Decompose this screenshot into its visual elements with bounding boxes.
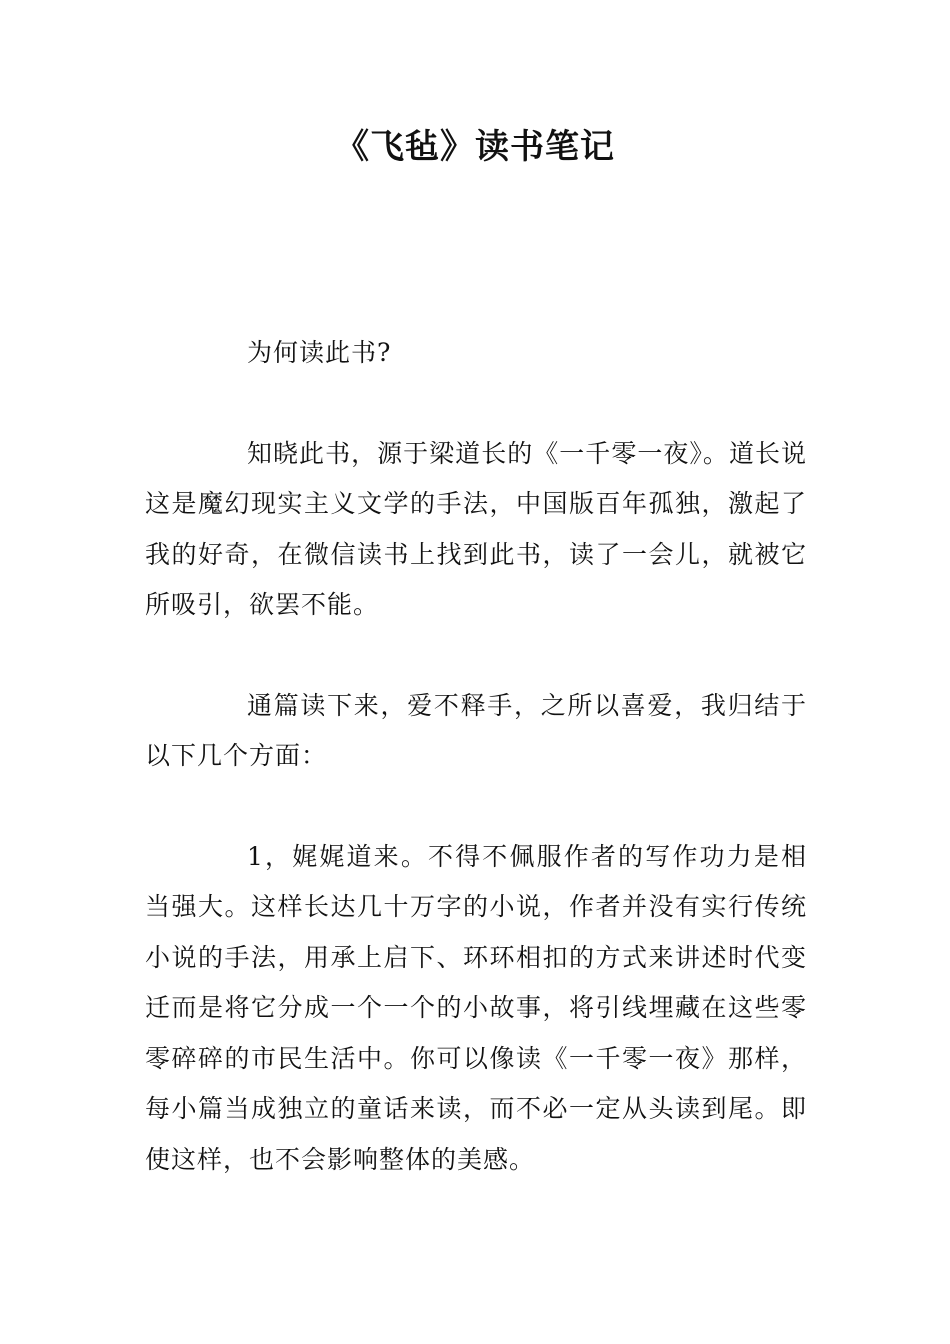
- document-title: 《飞毡》读书笔记: [335, 127, 615, 167]
- paragraph-origin: 知晓此书，源于梁道长的《一千零一夜》。道长说这是魔幻现实主义文学的手法，中国版百年孤独，激起了我的好奇，在微信读书上找到此书，读了一会儿，就被它所吸引，欲罢不能。: [145, 438, 807, 619]
- paragraph-point-1: 1，娓娓道来。不得不佩服作者的写作功力是相当强大。这样长达几十万字的小说，作者并没有实行传统小说的手法，用承上启下、环环相扣的方式来讲述时代变迁而是将它分成一个一个的小故事，将引线埋藏在这些零零碎碎的市民生活中。你可以像读《一千零一夜》那样，每小篇当成独立的童话来读，而不必一定从头读到尾。即使这样，也不会影响整体的美感。: [145, 841, 807, 1174]
- document-body: [145, 328, 807, 1235]
- paragraph-question: 为何读此书?: [247, 338, 392, 367]
- paragraph-reasons-intro: 通篇读下来，爱不释手，之所以喜爱，我归结于以下几个方面：: [145, 690, 807, 770]
